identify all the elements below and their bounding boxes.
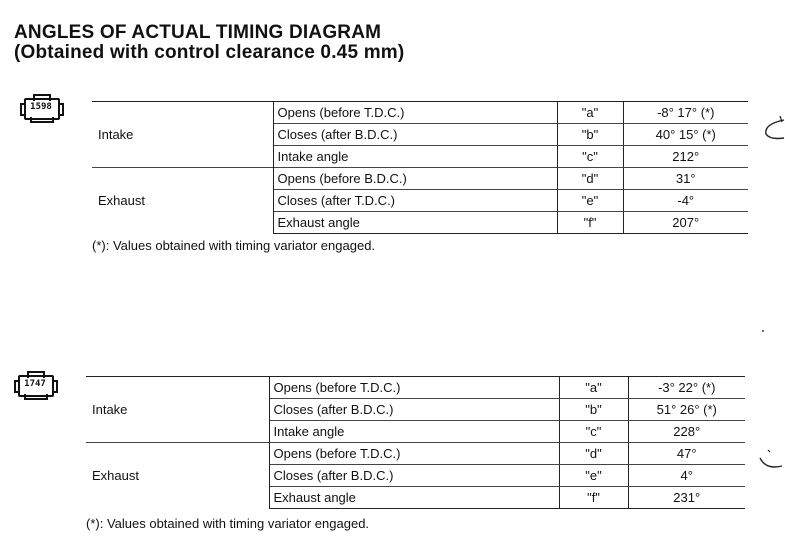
- row-value: 212°: [623, 146, 748, 168]
- row-desc: Closes (after T.D.C.): [273, 190, 557, 212]
- margin-dot-mark: [758, 328, 768, 334]
- group-label-exhaust: Exhaust: [92, 168, 273, 234]
- row-value: 231°: [628, 487, 745, 509]
- footnote: (*): Values obtained with timing variator engaged.: [86, 516, 370, 531]
- row-value: -8° 17° (*): [623, 102, 748, 124]
- row-value: -4°: [623, 190, 748, 212]
- table-row: [92, 102, 748, 124]
- row-ref: "f": [559, 487, 628, 509]
- row-desc: Exhaust angle: [273, 212, 557, 234]
- row-value: 40° 15° (*): [623, 124, 748, 146]
- row-ref: "d": [559, 443, 628, 465]
- row-desc: Opens (before T.D.C.): [273, 102, 557, 124]
- engine-code: 1598: [30, 102, 52, 112]
- row-ref: "a": [559, 377, 628, 399]
- row-ref: "a": [557, 102, 623, 124]
- row-desc: Closes (after B.D.C.): [269, 465, 559, 487]
- row-desc: Closes (after B.D.C.): [273, 124, 557, 146]
- row-desc: Closes (after B.D.C.): [269, 399, 559, 421]
- engine-code: 1747: [24, 379, 46, 389]
- row-value: 4°: [628, 465, 745, 487]
- page-subtitle: (Obtained with control clearance 0.45 mm): [14, 42, 405, 63]
- row-desc: Opens (before B.D.C.): [273, 168, 557, 190]
- page-title: ANGLES OF ACTUAL TIMING DIAGRAM: [14, 22, 382, 43]
- row-desc: Opens (before T.D.C.): [269, 443, 559, 465]
- table-row: [92, 168, 748, 190]
- row-value: 207°: [623, 212, 748, 234]
- engine-icon: [20, 94, 66, 124]
- margin-bracket-mark: [760, 112, 785, 144]
- row-value: -3° 22° (*): [628, 377, 745, 399]
- row-desc: Intake angle: [269, 421, 559, 443]
- row-value: 47°: [628, 443, 745, 465]
- row-ref: "b": [559, 399, 628, 421]
- row-ref: "c": [557, 146, 623, 168]
- timing-table-1598: [92, 101, 748, 234]
- footnote: (*): Values obtained with timing variator engaged.: [92, 238, 376, 253]
- row-desc: Exhaust angle: [269, 487, 559, 509]
- row-desc: Opens (before T.D.C.): [269, 377, 559, 399]
- table-row: [86, 443, 745, 465]
- group-label-exhaust: Exhaust: [86, 443, 269, 509]
- row-ref: "c": [559, 421, 628, 443]
- row-ref: "f": [557, 212, 623, 234]
- row-ref: "d": [557, 168, 623, 190]
- group-label-intake: Intake: [92, 102, 273, 168]
- row-value: 31°: [623, 168, 748, 190]
- timing-table-1747: [86, 376, 745, 509]
- row-desc: Intake angle: [273, 146, 557, 168]
- row-ref: "e": [559, 465, 628, 487]
- row-ref: "b": [557, 124, 623, 146]
- table-row: [86, 377, 745, 399]
- row-value: 51° 26° (*): [628, 399, 745, 421]
- row-value: 228°: [628, 421, 745, 443]
- row-ref: "e": [557, 190, 623, 212]
- engine-icon: [14, 371, 60, 401]
- margin-bracket-mark: [758, 446, 785, 472]
- group-label-intake: Intake: [86, 377, 269, 443]
